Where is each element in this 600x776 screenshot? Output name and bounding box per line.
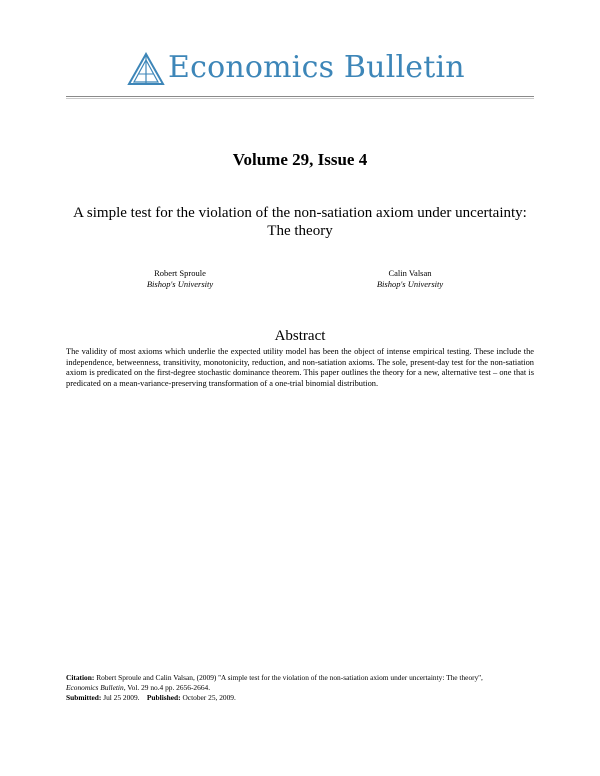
abstract-heading: Abstract <box>274 328 326 344</box>
masthead <box>0 48 600 92</box>
volume-issue: Volume 29, Issue 4 <box>232 150 368 169</box>
paper-title-line-2: The theory <box>267 223 333 239</box>
citation-text: Robert Sproule and Calin Valsan, (2009) ''A simple test for the violation of the non-satiation axiom under uncertainty: The theory'', <box>96 673 483 682</box>
submission-dates <box>66 693 546 703</box>
citation-tail: , Vol. 29 no.4 pp. 2656-2664. <box>123 683 211 693</box>
author-affiliation: Bishop's University <box>376 279 444 289</box>
author-name: Robert Sproule <box>154 268 206 278</box>
citation-label: Citation: <box>66 673 95 682</box>
journal-name: Economics Bulletin <box>168 50 465 85</box>
author-name: Calin Valsan <box>388 268 432 278</box>
citation-journal-line <box>66 683 546 693</box>
abstract-body: The validity of most axioms which underlie the expected utility model has been the object of intense empirical testing. These include the independence, betweenness, transitivity, monotonicity, reduction, and non-satiation axioms. The sole, present-day test for the non-satiation axiom is predicated on the first-degree stochastic dominance theorem. This paper outlines the theory for a new, alternative test – one that is predicated on a mean-variance-preserving transformation of a one-trial binomial distribution. <box>66 347 534 388</box>
submitted-date: Jul 25 2009. <box>103 693 140 703</box>
published-label: Published: <box>146 693 181 703</box>
citation-line <box>66 673 546 683</box>
published-date: October 25, 2009. <box>182 693 236 703</box>
citation-footer <box>66 673 546 704</box>
citation-journal: Economics Bulletin <box>66 683 124 693</box>
paper-title-line-1: A simple test for the violation of the non-satiation axiom under uncertainty: <box>73 205 527 221</box>
author-2 <box>310 268 510 290</box>
author-1 <box>80 268 280 290</box>
triangle-logo-icon <box>127 52 165 86</box>
paper-title <box>60 204 540 240</box>
header-rule <box>66 96 534 97</box>
author-affiliation: Bishop's University <box>146 279 214 289</box>
header-rule-secondary <box>66 98 534 99</box>
submitted-label: Submitted: <box>66 693 102 703</box>
